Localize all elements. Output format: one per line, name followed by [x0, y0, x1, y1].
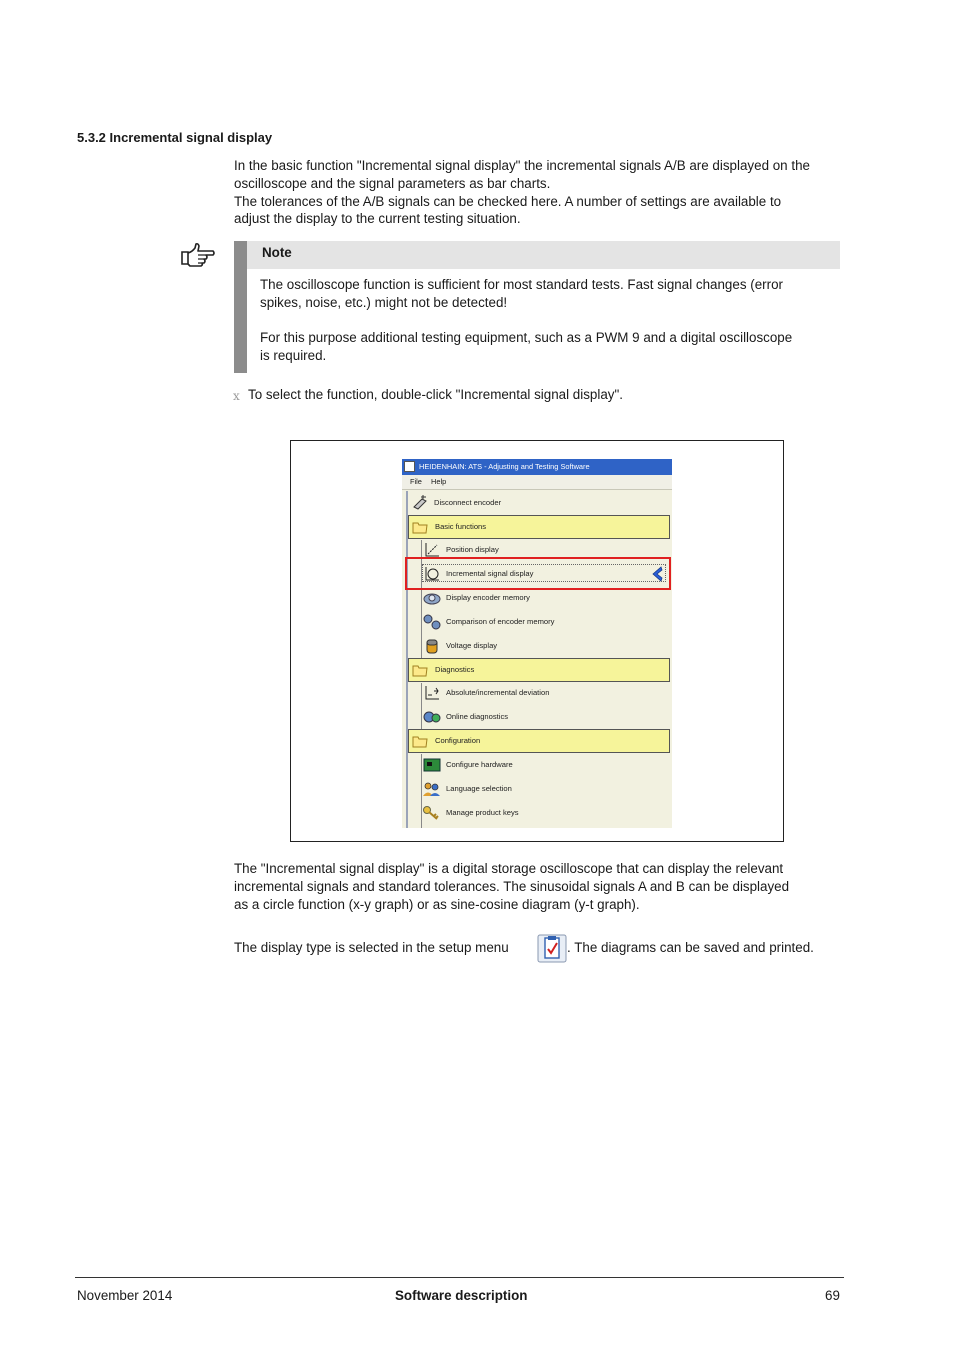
intro-paragraph — [234, 157, 844, 228]
compare-memory-icon — [422, 614, 442, 630]
battery-icon — [424, 638, 440, 654]
item-label: Disconnect encoder — [434, 498, 502, 507]
category-label: Configuration — [435, 736, 481, 745]
category-label: Diagnostics — [435, 665, 475, 674]
intro-line: oscilloscope and the signal parameters as bar charts. — [234, 175, 551, 191]
item-online-diagnostics[interactable] — [422, 706, 670, 728]
setup-text-after: . The diagrams can be saved and printed. — [567, 940, 814, 955]
menu-file[interactable]: File — [410, 477, 422, 486]
intro-line: In the basic function "Incremental signal display" the incremental signals A/B are displayed on the — [234, 158, 810, 173]
intro-line: adjust the display to the current testing situation. — [234, 211, 521, 227]
pointing-hand-icon — [180, 240, 216, 270]
page-number: 69 — [825, 1288, 840, 1303]
footer-divider — [75, 1277, 844, 1278]
footer-date: November 2014 — [77, 1288, 173, 1303]
item-configure-hardware[interactable] — [422, 754, 670, 776]
note-paragraph-1 — [260, 276, 842, 312]
section-title: 5.3.2 Incremental signal display — [77, 130, 273, 145]
ats-app-window — [402, 459, 672, 828]
menu-bar — [402, 475, 672, 490]
category-diagnostics[interactable] — [408, 658, 670, 682]
item-manage-product-keys[interactable] — [422, 802, 670, 824]
body-line: as a circle function (x-y graph) or as sine-cosine diagram (y-t graph). — [234, 896, 640, 912]
deviation-icon — [424, 685, 440, 701]
folder-icon — [412, 662, 428, 678]
item-language-selection[interactable] — [422, 778, 670, 800]
note-bar — [234, 241, 247, 373]
position-display-icon — [424, 542, 440, 558]
setup-text-before: The display type is selected in the setup menu — [234, 940, 509, 955]
item-label: Position display — [446, 545, 499, 554]
item-label: Online diagnostics — [446, 712, 509, 721]
category-basic-functions[interactable] — [408, 515, 670, 539]
body-paragraph — [234, 860, 844, 913]
disconnect-icon — [412, 495, 428, 511]
focus-rect — [422, 564, 666, 582]
item-label: Incremental signal display — [446, 569, 534, 578]
note-line: The oscilloscope function is sufficient for most standard tests. Fast signal changes (error — [260, 277, 783, 292]
setup-menu-icon[interactable] — [537, 934, 567, 963]
menu-help[interactable]: Help — [431, 477, 447, 486]
intro-line: The tolerances of the A/B signals can be checked here. A number of settings are available to — [234, 193, 782, 209]
language-users-icon — [422, 781, 442, 797]
note-title: Note — [262, 245, 292, 260]
body-line: incremental signals and standard tolerances. The sinusoidal signals A and B can be displayed — [234, 878, 790, 894]
item-label: Comparison of encoder memory — [446, 617, 555, 626]
note-line: For this purpose additional testing equipment, such as a PWM 9 and a digital oscilloscope — [260, 330, 793, 345]
folder-icon — [412, 733, 428, 749]
online-diagnostics-icon — [422, 709, 442, 725]
item-label: Manage product keys — [446, 808, 519, 817]
note-line: is required. — [260, 347, 327, 363]
item-label: Voltage display — [446, 641, 498, 650]
bullet-marker: x — [233, 389, 240, 403]
encoder-memory-icon — [422, 590, 442, 606]
app-logo-icon — [404, 461, 415, 472]
item-label: Absolute/incremental deviation — [446, 688, 550, 697]
category-label: Basic functions — [435, 522, 487, 531]
item-display-encoder-memory[interactable] — [422, 587, 670, 609]
keys-icon — [422, 805, 442, 821]
body-line: The "Incremental signal display" is a digital storage oscilloscope that can display the relevant — [234, 861, 784, 876]
category-configuration[interactable] — [408, 729, 670, 753]
footer-title: Software description — [395, 1288, 528, 1303]
folder-icon — [412, 519, 428, 535]
note-line: spikes, noise, etc.) might not be detected! — [260, 294, 508, 310]
item-label: Display encoder memory — [446, 593, 530, 602]
app-titlebar — [402, 459, 672, 475]
item-comparison-encoder-memory[interactable] — [422, 611, 670, 633]
note-header — [247, 241, 840, 269]
instruction-text: To select the function, double-click "Incremental signal display". — [248, 387, 623, 402]
hardware-card-icon — [422, 757, 442, 773]
item-label: Configure hardware — [446, 760, 513, 769]
item-label: Language selection — [446, 784, 512, 793]
app-title: HEIDENHAIN: ATS - Adjusting and Testing Software — [419, 462, 590, 471]
item-absolute-incremental-deviation[interactable] — [422, 682, 670, 704]
item-voltage-display[interactable] — [422, 635, 670, 657]
note-paragraph-2 — [260, 329, 842, 365]
disconnect-encoder-item[interactable] — [408, 492, 670, 514]
